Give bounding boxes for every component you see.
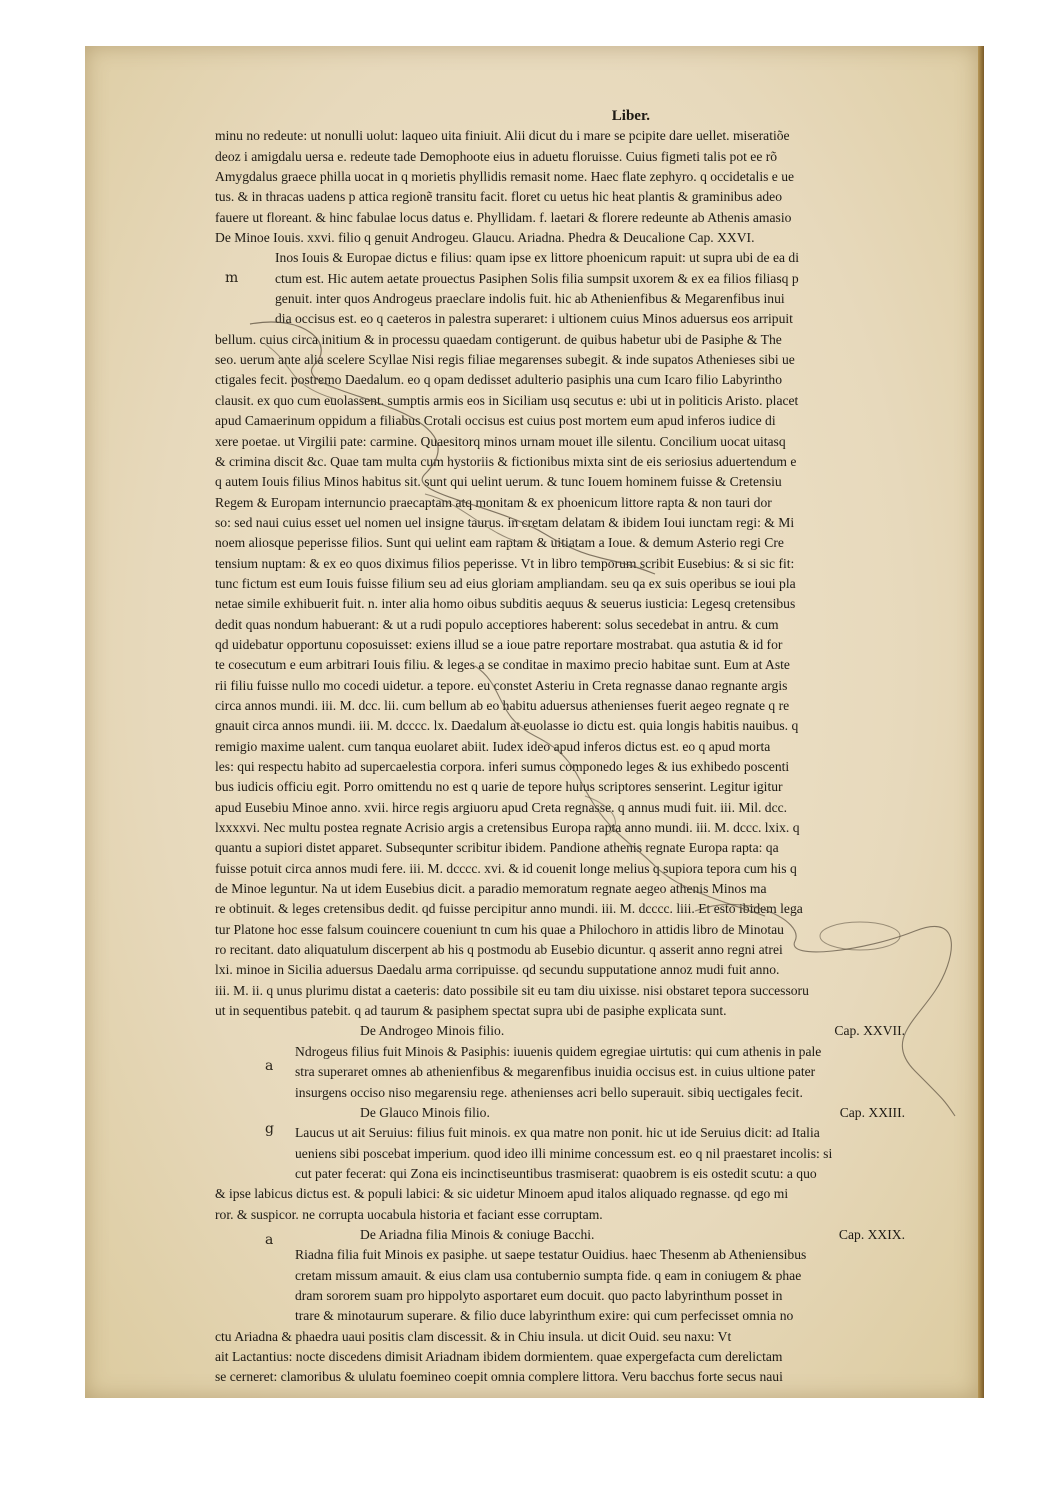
text-line: cut pater fecerat: qui Zona eis incinctiseuntibus trasmiserat: quaobrem is eis ostedit scutu: a quo [295,1165,817,1181]
text-line: gnauit circa annos mundi. iii. M. dcccc. lx. Daedalum at euolasse io dictu est. quia longis habitis nauibus. q [215,718,799,734]
text-line: tunc fictum est eum Iouis fuisse filium seu ad eius gloriam ampliandam. seu qa ex suis operibus se ioui pla [215,575,796,591]
text-line: de Minoe leguntur. Na ut idem Eusebius dicit. a paradio memoratum regnate aegeo athenis Minos ma [215,881,767,897]
chapter-number: Cap. XXIII. [839,1104,905,1120]
initial-guide-g: g [265,1121,274,1137]
text-line: re obtinuit. & leges cretensibus dedit. qd fuisse percipitur anno mundi. iii. M. dcccc. liii. Et esto ibidem lega [215,901,803,917]
text-line: se cerneret: clamoribus & ululatu foemineo coepit omnia complere littora. Veru bacchus forte secus naui [215,1369,783,1385]
text-line: quantu a supiori distet apparet. Subsequnter scribitur ibidem. Pandione athenis regnate Europa rapta: qa [215,840,779,856]
text-line: bus iudicis officiu egit. Porro omittendu no est q uarie de tepore huius scriptores senserint. Legitur igitur [215,779,783,795]
text-line: seo. uerum ante alia scelere Scyllae Nisi regis filiae megarenses subegit. & inde supatos Athenieses sibi ue [215,352,795,368]
chapter-title: De Ariadna filia Minois & coniuge Bacchi. [360,1226,595,1242]
chapter-title: De Androgeo Minois filio. [360,1023,505,1039]
text-line: & ipse labicus dictus est. & populi labici: & sic uidetur Minoem apud italos aliquado regnasse. qd ego mi [215,1186,789,1202]
text-line: insurgens occiso niso megarensiu rege. athenienses acri bello superauit. sibiq uectigales fecit. [295,1084,803,1100]
text-line: minu no redeute: ut nonulli uolut: laqueo uita finiuit. Alii dicut du i mare se pcipite dare uellet. miseratiõe [215,128,790,144]
text-line: genuit. inter quos Androgeus praeclare indolis fuit. hic ab Athenienfibus & Megarenfibus inui [275,291,785,307]
text-line: & crimina discit &c. Quae tam multa cum hystoriis & fictionibus mixta sint de eis seriosius aduertendum e [215,453,797,469]
page-edge [978,46,984,1398]
text-line: lxi. minoe in Sicilia aduersus Daedalu arma corripuisse. qd secundu supputatione annoz mudi fuit anno. [215,962,780,978]
text-line: dram sororem suam pro hippolyto asportaret eum docuit. quo pacto labyrinthum posset in [295,1287,783,1303]
text-line: te cosecutum e eum arbitrari Iouis filiu. & leges a se conditae in maximo precio habitae sunt. Eum at Aste [215,657,790,673]
text-line: dedit quas nondum habuerant: & ut a rudi populo acceptiores haberent: solus secedebat in antru. & cum [215,616,779,632]
text-line: fauere ut floreant. & hinc fabulae locus datus e. Phyllidam. f. laetari & florere redeunte ab Athenis amasio [215,209,792,225]
chapter-number: Cap. XXVII. [834,1023,905,1039]
text-line: rii filiu fuisse nullo mo cocedi uidetur. a tepore. eu constet Asteriu in Creta regnasse danao regnante argis [215,677,788,693]
chapter-heading-androgeus [215,1021,905,1041]
text-line: qd uidebatur opportunu coposuisset: exiens illud se a ioue patre reportare mostrabat. qua astutia & id for [215,636,783,652]
text-line: so: sed naui cuius esset uel nomen uel insigne taurus. in cretam delatam & ibidem Ioui iunctam regi: & Mi [215,514,795,530]
text-line: iii. M. ii. q unus plurimu distat a caeteris: dato possibile sit eu tam diu uixisse. nisi obstaret tepora successoru [215,982,809,998]
book-page [85,46,978,1398]
text-line: bellum. cuius circa initium & in processu quaedam contigerunt. de quibus habetur ubi de Pasiphe & The [215,331,782,347]
text-line: Inos Iouis & Europae dictus e filius: quam ipse ex littore phoenicum rapuit: ut supra ubi de ea di [275,250,799,266]
initial-guide-m: m [225,270,239,286]
initial-guide-a: a [265,1058,274,1074]
text-line: ror. & suspicor. ne corrupta uocabula historia et faciant esse corruptam. [215,1206,603,1222]
chapter-heading-minos: De Minoe Iouis. xxvi. filio q genuit Androgeu. Glaucu. Ariadna. Phedra & Deucalione Cap. XXVI. [215,230,755,246]
text-line: Regem & Europam internuncio praecaptam atq monitam & ex phoenicum littore rapta & non tauri dor [215,494,772,510]
text-line: Ndrogeus filius fuit Minois & Pasiphis: iuuenis quidem egregiae uirtutis: qui cum athenis in pale [295,1043,822,1059]
text-line: Amygdalus graece philla uocat in q morietis phyllidis remasit nome. Haec flate zephyro. q occidetalis e ue [215,169,795,185]
text-line: dia occisus est. eo q caeteros in palestra superaret: i ultionem cuius Minos aduersus eos arripuit [275,311,793,327]
text-line: ro recitant. dato aliquatulum discerpent ab his q postmodu ab Eusebio dicuntur. q asserit anno regni atrei [215,942,783,958]
text-line: fuisse potuit circa annos mudi fere. iii. M. dcccc. xvi. & id couenit longe melius q supiora tepora cum his q [215,860,797,876]
text-line: trare & minotaurum superare. & filio duce labyrinthum exire: qui cum perfecisset omnia no [295,1308,794,1324]
chapter-number: Cap. XXIX. [838,1226,905,1242]
chapter-heading-ariadna [215,1225,905,1245]
initial-guide-a-2: a [265,1232,274,1248]
text-line: Laucus ut ait Seruius: filius fuit minois. ex qua matre non ponit. hic ut ide Seruius dicit: ad Italia [295,1125,820,1141]
text-line: deoz i amigdalu uersa e. redeute tade Demophoote eius in aduetu floruisse. Cuius figmeti talis pot ee rõ [215,148,778,164]
text-line: ctum est. Hic autem aetate prouectus Pasiphen Solis filia sumpsit uxorem & ex ea filios filiasq p [275,270,799,286]
text-line: apud Camaerinum oppidum a filiabus Crotali occisus est cuius post mortem eum apud inferos iudice di [215,413,776,429]
text-line: Riadna filia fuit Minois ex pasiphe. ut saepe testatur Ouidius. haec Thesenm ab Atheniensibus [295,1247,807,1263]
text-line: ctu Ariadna & phaedra uaui positis clam discessit. & in Chiu insula. ut dicit Ouid. seu naxu: Vt [215,1328,732,1344]
text-line: clausit. ex quo cum euolassent. sumptis armis eos in Siciliam usq secutus e: ubi ut in politicis Aristo. placet [215,392,799,408]
text-block [215,106,905,1388]
text-line: apud Eusebiu Minoe anno. xvii. hirce regis argiuoru apud Creta regnasse. q annus mudi fuit. iii. Mil. dcc. [215,799,788,815]
running-head: Liber. [611,108,650,124]
text-line: tus. & in thracas uadens p attica regionẽ transitu facit. floret cu uetus hic heat plantis & graminibus adeo [215,189,782,205]
text-line: noem aliosque peperisse filios. Sunt qui uelint eam raptam & uitiatam a Ioue. & demum Asterio regi Cre [215,535,784,551]
text-line: ctigales fecit. postremo Daedalum. eo q opam dedisset adulterio pasiphis una cum Icaro filio Labyrintho [215,372,782,388]
text-line: xere poetae. ut Virgilii pate: carmine. Quaesitorq minos urnam mouet ille silentu. Concilium uocat uitasq [215,433,786,449]
text-line: les: qui respectu habito ad supercaelestia corpora. inferi sumus componedo leges & ius exhibedo poscenti [215,759,790,774]
text-line: ueniens sibi poscebat imperium. quod ideo illi minime concessum est. eo q nil praestaret incolis: si [295,1145,833,1161]
text-line: ut in sequentibus patebit. q ad taurum & pasiphem spectat supra ubi de pasiphe explicata sunt. [215,1003,727,1019]
text-line: lxxxxvi. Nec multu postea regnate Acrisio argis a cretensibus Europa rapta anno mundi. iii. M. dccc. lxix. q [215,820,800,836]
text-line: stra superaret omnes ab athenienfibus & megarenfibus inuidia occisus est. in cuius ultione pater [295,1064,816,1080]
text-line: cretam missum amauit. & eius clam usa contubernio sumpta fide. q eam in coniugem & phae [295,1267,802,1283]
chapter-heading-glaucus [215,1103,905,1123]
text-line: remigio maxime ualent. cum tanqua euolaret abiit. Iudex ideo apud inferos dictus est. eo q apud morta [215,738,771,754]
text-line: q autem Iouis filius Minos habitus sit. sunt qui uelint uerum. & tunc Iouem hominem fuisse & Cretensiu [215,474,782,490]
text-line: circa annos mundi. iii. M. dcc. lii. cum bellum ab eo habitu aduersus athenienses fuerit aegeo regnate q re [215,697,790,713]
text-line: netae simile exhibuerit fuit. n. inter alia homo oibus subditis aequus & seuerus iusticia: Legesq cretensibus [215,596,796,612]
text-line: ait Lactantius: nocte discedens dimisit Ariadnam ibidem dormientem. quae expergefacta cum derelictam [215,1348,783,1364]
chapter-title: De Glauco Minois filio. [360,1104,490,1120]
text-line: tensium nuptam: & ex eo quos diximus filios peperisse. Vt in libro temporum scribit Eusebius: & si sic fit: [215,555,795,571]
text-line: tur Platone hoc esse falsum couincere coueniunt tn cum his quae a Philochoro in attidis libro de Minotau [215,921,784,937]
